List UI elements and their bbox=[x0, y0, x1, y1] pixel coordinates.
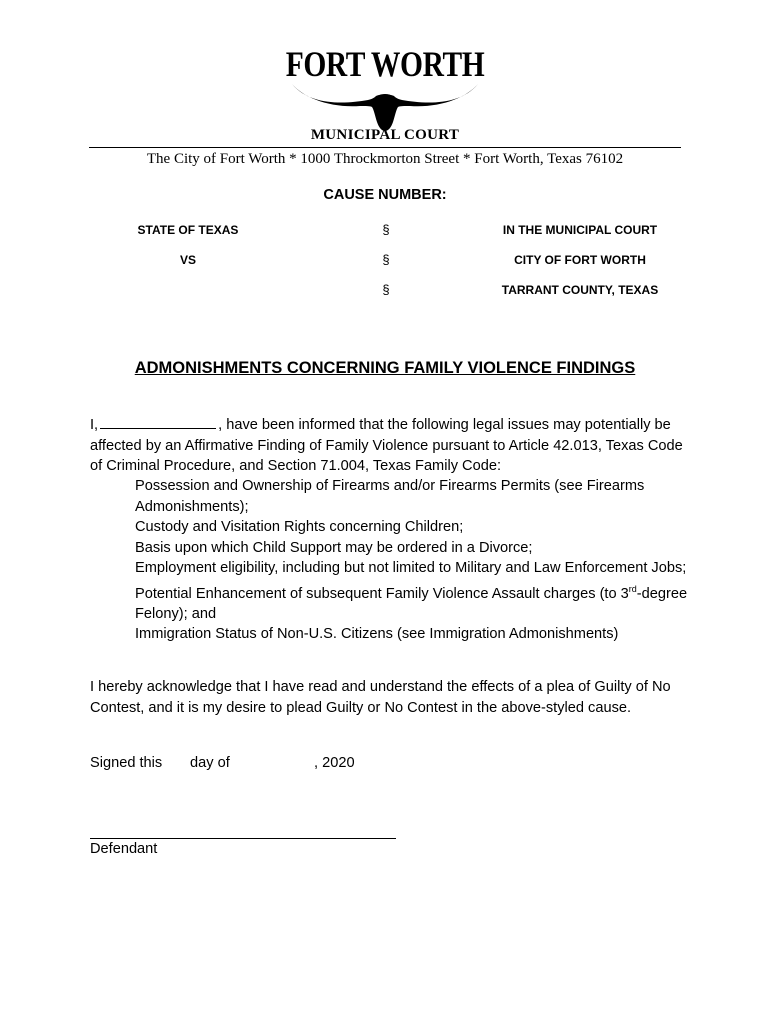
caption-left-2: VS bbox=[179, 253, 196, 267]
document-title: ADMONISHMENTS CONCERNING FAMILY VIOLENCE FINDINGS bbox=[134, 359, 636, 377]
cause-number-label: CAUSE NUMBER: bbox=[323, 187, 447, 203]
longhorn-logo-icon bbox=[290, 80, 480, 132]
section-symbol: § bbox=[382, 222, 390, 237]
name-blank-field[interactable] bbox=[100, 415, 216, 429]
section-symbol: § bbox=[382, 282, 390, 297]
issue-text-rest: -degree Felony); and bbox=[135, 585, 688, 622]
list-item bbox=[135, 579, 695, 625]
list-item: Employment eligibility, including but not limited to Military and Law Enforcement Jobs; bbox=[135, 560, 687, 576]
para1-prefix: I, bbox=[90, 417, 99, 433]
list-item: Basis upon which Child Support may be ordered in a Divorce; bbox=[135, 539, 533, 556]
ordinal-superscript: rd bbox=[628, 583, 637, 594]
paragraph-acknowledgement bbox=[90, 415, 690, 477]
paragraph-plea: I hereby acknowledge that I have read and understand the effects of a plea of Guilty of No Contest, and it is my desire to plead Guilty or No Contest in the above-styled cause. bbox=[90, 679, 671, 716]
caption-left-1: STATE OF TEXAS bbox=[137, 223, 239, 237]
signature-line[interactable] bbox=[90, 838, 396, 839]
day-of-label: day of bbox=[190, 755, 230, 771]
defendant-label: Defendant bbox=[90, 841, 158, 857]
court-address: The City of Fort Worth * 1000 Throckmorton Street * Fort Worth, Texas 76102 bbox=[146, 151, 624, 167]
logo-wordmark: FORT WORTH bbox=[285, 44, 485, 84]
legal-issues-list bbox=[135, 476, 695, 645]
issue-text: Potential Enhancement of subsequent Family Violence Assault charges (to 3 bbox=[135, 585, 629, 602]
signed-this-label: Signed this bbox=[90, 755, 163, 771]
list-item: Possession and Ownership of Firearms and/or Firearms Permits (see Firearms Admonishments); bbox=[135, 478, 645, 515]
caption-right-3: TARRANT COUNTY, TEXAS bbox=[501, 283, 659, 297]
section-symbol: § bbox=[382, 252, 390, 267]
para1-text: , have been informed that the following legal issues may potentially be affected by an Affirmative Finding of Family Violence pursuant to Article 42.013, Texas Code of Criminal Procedure, and Section 71.004, Texas Family Code: bbox=[90, 417, 683, 474]
header-rule bbox=[89, 147, 681, 148]
caption-right-1: IN THE MUNICIPAL COURT bbox=[502, 223, 658, 237]
caption-right-2: CITY OF FORT WORTH bbox=[514, 253, 646, 267]
list-item: Custody and Visitation Rights concerning Children; bbox=[135, 519, 464, 535]
year-label: , 2020 bbox=[314, 755, 355, 771]
court-name: MUNICIPAL COURT bbox=[310, 127, 460, 143]
list-item: Immigration Status of Non-U.S. Citizens (see Immigration Admonishments) bbox=[135, 626, 619, 643]
